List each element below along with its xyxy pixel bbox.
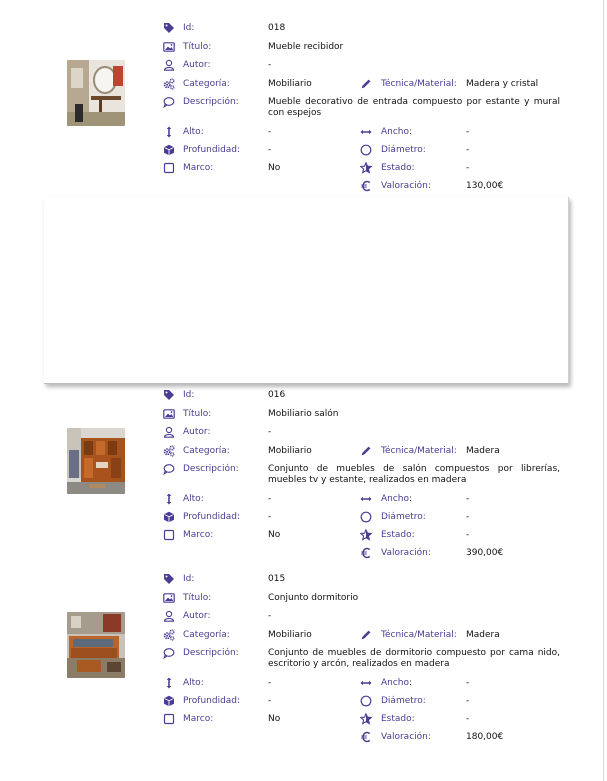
tag-icon xyxy=(163,389,175,401)
label-descripcion: Descripción: xyxy=(183,648,239,658)
value-profundidad: - xyxy=(268,145,272,155)
label-categoria: Categoría: xyxy=(183,630,230,640)
label-profundidad: Profundidad: xyxy=(183,512,241,522)
value-autor: - xyxy=(268,611,272,621)
label-tecnica: Técnica/Material: xyxy=(381,630,457,640)
label-autor: Autor: xyxy=(183,60,211,70)
value-titulo: Mobiliario salón xyxy=(268,409,339,419)
value-categoria: Mobiliario xyxy=(268,446,312,456)
value-marco: No xyxy=(268,163,281,173)
value-descripcion: Conjunto de muebles de salón compuestos por librerías, muebles tv y estante, realizados en madera xyxy=(268,464,560,485)
value-estado: - xyxy=(466,714,470,724)
label-autor: Autor: xyxy=(183,611,211,621)
value-categoria: Mobiliario xyxy=(268,630,312,640)
photo-living-room-furniture xyxy=(67,428,125,494)
value-estado: - xyxy=(466,163,470,173)
label-diametro: Diámetro: xyxy=(381,696,426,706)
horizontal-arrows-icon xyxy=(360,126,372,138)
label-profundidad: Profundidad: xyxy=(183,696,241,706)
euro-icon xyxy=(360,547,372,559)
blank-overlay-card xyxy=(44,197,569,384)
value-tecnica: Madera y cristal xyxy=(466,79,539,89)
cube-icon xyxy=(163,144,175,156)
label-titulo: Título: xyxy=(183,593,212,603)
value-descripcion: Conjunto de muebles de dormitorio compuesto por cama nido, escritorio y arcón, realizados en madera xyxy=(268,648,560,669)
label-marco: Marco: xyxy=(183,714,214,724)
label-alto: Alto: xyxy=(183,494,204,504)
horizontal-arrows-icon xyxy=(360,677,372,689)
star-icon xyxy=(360,162,372,174)
value-id: 016 xyxy=(268,390,286,400)
square-icon xyxy=(163,529,175,541)
value-estado: - xyxy=(466,530,470,540)
cube-icon xyxy=(163,511,175,523)
label-alto: Alto: xyxy=(183,678,204,688)
label-ancho: Ancho: xyxy=(381,678,413,688)
vertical-arrows-icon xyxy=(163,677,175,689)
label-profundidad: Profundidad: xyxy=(183,145,241,155)
value-descripcion: Mueble decorativo de entrada compuesto por estante y mural con espejos xyxy=(268,97,560,118)
gears-icon xyxy=(163,78,175,90)
label-titulo: Título: xyxy=(183,409,212,419)
user-icon xyxy=(163,610,175,622)
value-diametro: - xyxy=(466,696,470,706)
label-estado: Estado: xyxy=(381,163,415,173)
speech-bubble-icon xyxy=(163,647,175,659)
label-autor: Autor: xyxy=(183,427,211,437)
square-icon xyxy=(163,713,175,725)
catalog-record xyxy=(0,571,607,761)
gears-icon xyxy=(163,445,175,457)
label-titulo: Título: xyxy=(183,42,212,52)
euro-icon xyxy=(360,731,372,743)
square-icon xyxy=(163,162,175,174)
value-valoracion: 130,00€ xyxy=(466,181,504,191)
image-icon xyxy=(163,408,175,420)
label-valoracion: Valoración: xyxy=(381,732,431,742)
label-id: Id: xyxy=(183,390,195,400)
value-titulo: Conjunto dormitorio xyxy=(268,593,359,603)
value-alto: - xyxy=(268,127,272,137)
euro-icon xyxy=(360,180,372,192)
label-categoria: Categoría: xyxy=(183,446,230,456)
user-icon xyxy=(163,426,175,438)
circle-icon xyxy=(360,695,372,707)
value-valoracion: 180,00€ xyxy=(466,732,504,742)
image-icon xyxy=(163,592,175,604)
label-ancho: Ancho: xyxy=(381,127,413,137)
speech-bubble-icon xyxy=(163,463,175,475)
image-icon xyxy=(163,41,175,53)
label-descripcion: Descripción: xyxy=(183,464,239,474)
pencil-icon xyxy=(360,445,372,457)
value-titulo: Mueble recibidor xyxy=(268,42,344,52)
tag-icon xyxy=(163,573,175,585)
value-valoracion: 390,00€ xyxy=(466,548,504,558)
star-icon xyxy=(360,529,372,541)
value-diametro: - xyxy=(466,512,470,522)
gears-icon xyxy=(163,629,175,641)
circle-icon xyxy=(360,144,372,156)
value-ancho: - xyxy=(466,494,470,504)
value-marco: No xyxy=(268,530,281,540)
tag-icon xyxy=(163,22,175,34)
catalog-record xyxy=(0,387,607,577)
label-descripcion: Descripción: xyxy=(183,97,239,107)
value-ancho: - xyxy=(466,127,470,137)
value-id: 015 xyxy=(268,574,286,584)
value-profundidad: - xyxy=(268,696,272,706)
pencil-icon xyxy=(360,629,372,641)
label-marco: Marco: xyxy=(183,530,214,540)
cube-icon xyxy=(163,695,175,707)
value-tecnica: Madera xyxy=(466,446,500,456)
value-autor: - xyxy=(268,427,272,437)
label-diametro: Diámetro: xyxy=(381,512,426,522)
user-icon xyxy=(163,59,175,71)
label-estado: Estado: xyxy=(381,530,415,540)
label-id: Id: xyxy=(183,23,195,33)
value-ancho: - xyxy=(466,678,470,688)
value-tecnica: Madera xyxy=(466,630,500,640)
horizontal-arrows-icon xyxy=(360,493,372,505)
pencil-icon xyxy=(360,78,372,90)
label-estado: Estado: xyxy=(381,714,415,724)
vertical-arrows-icon xyxy=(163,493,175,505)
speech-bubble-icon xyxy=(163,96,175,108)
value-categoria: Mobiliario xyxy=(268,79,312,89)
circle-icon xyxy=(360,511,372,523)
label-valoracion: Valoración: xyxy=(381,181,431,191)
value-alto: - xyxy=(268,494,272,504)
label-alto: Alto: xyxy=(183,127,204,137)
catalog-record xyxy=(0,20,607,210)
value-diametro: - xyxy=(466,145,470,155)
label-marco: Marco: xyxy=(183,163,214,173)
value-profundidad: - xyxy=(268,512,272,522)
label-valoracion: Valoración: xyxy=(381,548,431,558)
label-diametro: Diámetro: xyxy=(381,145,426,155)
photo-hallway-furniture xyxy=(67,60,125,126)
value-id: 018 xyxy=(268,23,286,33)
label-id: Id: xyxy=(183,574,195,584)
vertical-arrows-icon xyxy=(163,126,175,138)
label-ancho: Ancho: xyxy=(381,494,413,504)
photo-bedroom-furniture xyxy=(67,612,125,678)
value-marco: No xyxy=(268,714,281,724)
label-categoria: Categoría: xyxy=(183,79,230,89)
star-icon xyxy=(360,713,372,725)
value-autor: - xyxy=(268,60,272,70)
label-tecnica: Técnica/Material: xyxy=(381,446,457,456)
value-alto: - xyxy=(268,678,272,688)
label-tecnica: Técnica/Material: xyxy=(381,79,457,89)
